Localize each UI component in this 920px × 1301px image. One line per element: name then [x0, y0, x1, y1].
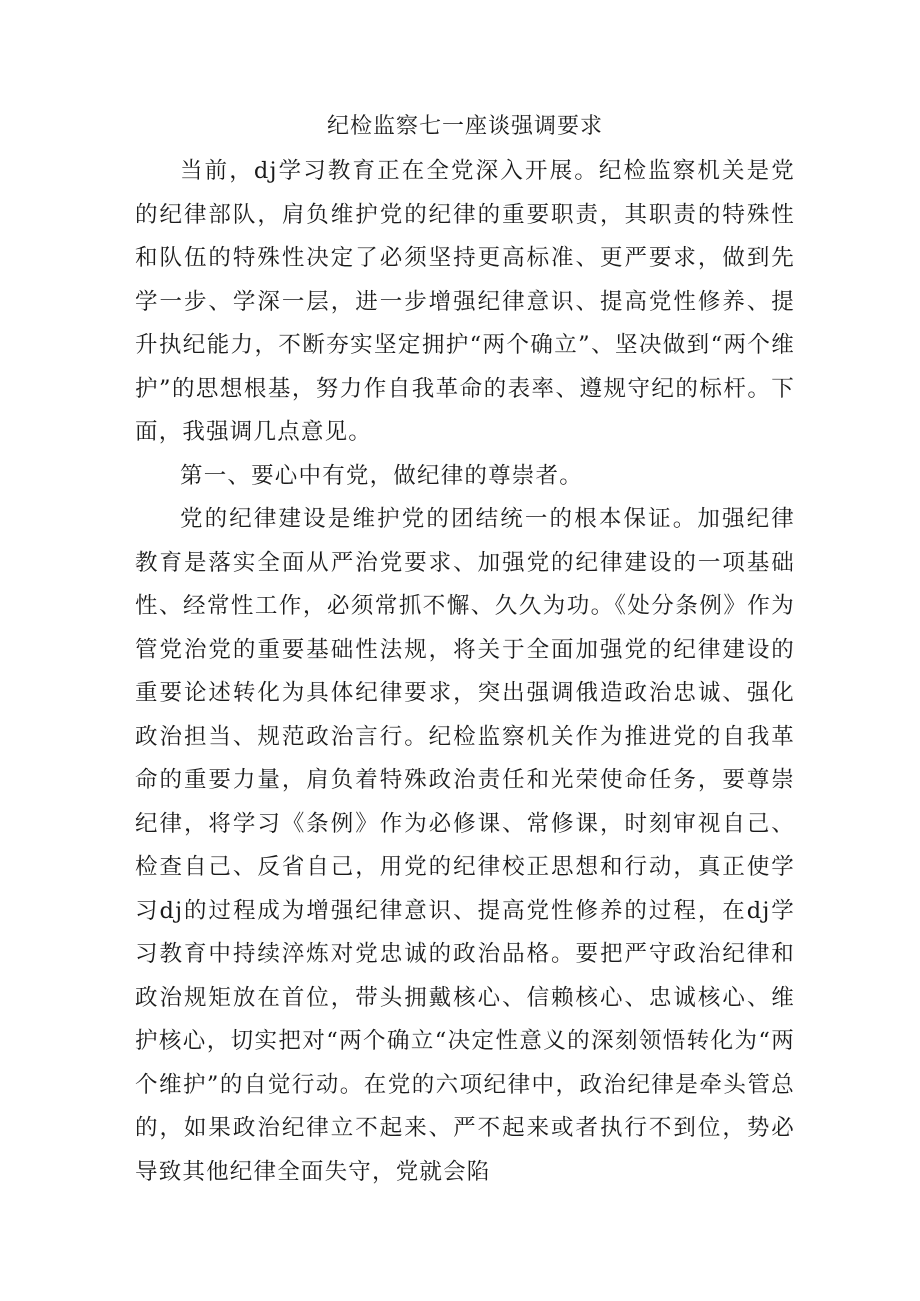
paragraph-heading-first: 第一、要心中有党，做纪律的尊崇者。	[180, 462, 583, 489]
paragraph-intro: 当前，dj学习教育正在全党深入开展。纪检监察机关是党的纪律部队，肩负维护党的纪律的重要职责，其职责的特殊性和队伍的特殊性决定了必须坚持更高标准、更严要求，做到先学一步、学深一层，进一步增强纪律意识、提高党性修养、提升执纪能力，不断夯实坚定拥护“两个确立”、坚决做到“两个维护”的思想根基，努力作自我革命的表率、遵规守纪的标杆。下面，我强调几点意见。	[135, 158, 795, 445]
document-title: 纪检监察七一座谈强调要求	[326, 114, 603, 139]
document-body	[135, 112, 795, 1194]
paragraph-discipline: 党的纪律建设是维护党的团结统一的根本保证。加强纪律教育是落实全面从严治党要求、加强党的纪律建设的一项基础性、经常性工作，必须常抓不懈、久久为功。《处分条例》作为管党治党的重要基础性法规，将关于全面加强党的纪律建设的重要论述转化为具体纪律要求，突出强调俄造政治忠诚、强化政治担当、规范政治言行。纪检监察机关作为推进党的自我革命的重要力量，肩负着特殊政治责任和光荣使命任务，要尊崇纪律，将学习《条例》作为必修课、常修课，时刻审视自己、检查自己、反省自己，用党的纪律校正思想和行动，真正使学习dj的过程成为增强纪律意识、提高党性修养的过程，在dj学习教育中持续淬炼对党忠诚的政治品格。要把严守政治纪律和政治规矩放在首位，带头拥戴核心、信赖核心、忠诚核心、维护核心，切实把对“两个确立“决定性意义的深刻领悟转化为“两个维护”的自觉行动。在党的六项纪律中，政治纪律是牵头管总的，如果政治纪律立不起来、严不起来或者执行不到位，势必导致其他纪律全面失守，党就会陷	[135, 506, 795, 1185]
